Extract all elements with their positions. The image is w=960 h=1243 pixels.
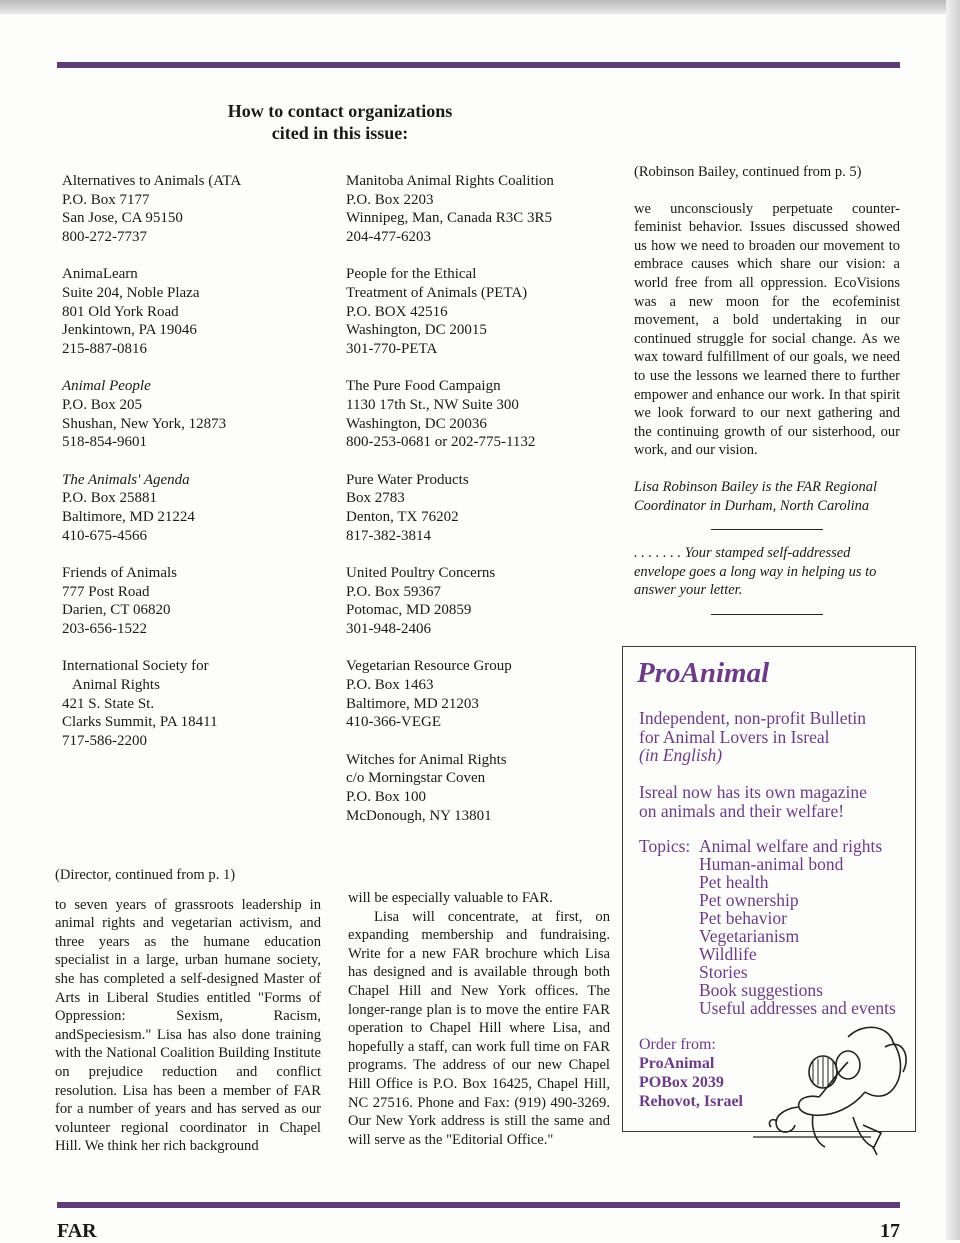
contact-entry bbox=[346, 172, 606, 246]
article-body: to seven years of grassroots leadership in animal rights and vegetarian activism, and three years as the humane education specialist in a large, urban humane society, she has completed a self-designed Master of Arts in Liberal Studies entitled "Forms of Oppression: Sexism, Racism, andSpeciesism." Lisa has also done training with the National Coalition Building Institute on prejudice reduction and conflict resolution. Lisa has been a member of FAR for a number of years and has served as our volunteer regional coordinator in Chapel Hill. We think her rich background bbox=[55, 896, 321, 1155]
ad-order bbox=[639, 1035, 743, 1111]
contact-name: Vegetarian Resource Group bbox=[346, 658, 512, 675]
contact-line: Animal Rights bbox=[72, 677, 160, 694]
contact-line: Clarks Summit, PA 18411 bbox=[62, 714, 218, 731]
contact-name: Manitoba Animal Rights Coalition bbox=[346, 173, 554, 189]
contact-line: 801 Old York Road bbox=[62, 303, 179, 320]
contact-line: 800-272-7737 bbox=[62, 228, 147, 245]
contact-line: Box 2783 bbox=[346, 490, 405, 507]
scan-right-edge bbox=[946, 0, 960, 1240]
ad-description-line: (in English) bbox=[639, 745, 723, 765]
continued-note: (Director, continued from p. 1) bbox=[55, 867, 236, 883]
contact-name: AnimaLearn bbox=[62, 266, 138, 283]
contact-name: Friends of Animals bbox=[62, 565, 177, 582]
article-paragraph: will be especially valuable to FAR. bbox=[348, 890, 553, 906]
ad-description-line: Independent, non-profit Bulletin bbox=[639, 708, 866, 728]
contact-entry bbox=[62, 377, 332, 451]
contacts-column-middle bbox=[346, 172, 606, 844]
ad-description-line: for Animal Lovers in Isreal bbox=[639, 726, 830, 747]
contact-line: Darien, CT 06820 bbox=[62, 602, 171, 619]
separator bbox=[711, 529, 823, 530]
contact-entry bbox=[346, 265, 606, 358]
contact-line: Baltimore, MD 21224 bbox=[62, 508, 195, 525]
page-heading bbox=[200, 100, 480, 144]
contact-line: Winnipeg, Man, Canada R3C 3R5 bbox=[346, 210, 553, 227]
ad-tagline-line: Isreal now has its own magazine bbox=[639, 782, 867, 802]
contact-line: Baltimore, MD 21203 bbox=[346, 695, 479, 712]
topic-item: Animal welfare and rights bbox=[699, 836, 883, 856]
contact-name: United Poultry Concerns bbox=[346, 565, 496, 582]
contact-line: Jenkintown, PA 19046 bbox=[62, 322, 197, 339]
contact-line: Denton, TX 76202 bbox=[346, 508, 459, 525]
scan-top-edge bbox=[0, 0, 960, 14]
sase-note: . . . . . . . Your stamped self-addressed envelope goes a long way in helping us to answer your letter. bbox=[634, 545, 877, 599]
contact-line: c/o Morningstar Coven bbox=[346, 770, 486, 787]
topic-item: Useful addresses and events bbox=[699, 998, 896, 1018]
separator bbox=[711, 614, 823, 615]
continued-note: (Robinson Bailey, continued from p. 5) bbox=[634, 164, 862, 180]
contact-line: San Jose, CA 95150 bbox=[62, 210, 183, 227]
bottom-rule bbox=[57, 1202, 900, 1208]
contact-entry bbox=[62, 172, 332, 246]
contact-line: McDonough, NY 13801 bbox=[346, 807, 492, 824]
contact-name: Witches for Animal Rights bbox=[346, 751, 507, 768]
contact-line: 203-656-1522 bbox=[62, 620, 147, 637]
ad-topics bbox=[639, 837, 914, 1017]
contact-entry bbox=[346, 564, 606, 638]
footer-publication: FAR bbox=[57, 1220, 97, 1242]
contacts-column-left bbox=[62, 172, 332, 769]
contact-name: The Pure Food Campaign bbox=[346, 378, 501, 395]
contact-line: 817-382-3814 bbox=[346, 527, 431, 544]
contact-line: P.O. Box 1463 bbox=[346, 677, 434, 694]
contact-line: P.O. Box 100 bbox=[346, 789, 427, 806]
contact-line: Washington, DC 20015 bbox=[346, 322, 487, 339]
contact-line: 410-366-VEGE bbox=[346, 714, 441, 731]
cartoon-dog-illustration bbox=[753, 1017, 913, 1157]
contact-line: Washington, DC 20036 bbox=[346, 415, 487, 432]
topic-item: Stories bbox=[699, 962, 748, 982]
article-paragraph: Lisa will concentrate, at first, on expanding membership and fundraising. Write for a new FAR brochure which Lisa has designed and is available through both Chapel Hill and New York offices. The longer-range plan is to move the entire FAR operation to Chapel Hill where Lisa, and hopefully a staff, can work full time on FAR programs. The address of our new Chapel Hill Office is P.O. Box 16425, Chapel Hill, NC 27516. Phone and Fax: (919) 490-3269. Our New York address is still the same and will serve as the "Editorial Office." bbox=[348, 908, 610, 1148]
contact-entry bbox=[62, 471, 332, 545]
contact-line: 301-948-2406 bbox=[346, 620, 431, 637]
contact-name: Alternatives to Animals (ATA bbox=[62, 173, 242, 189]
heading-line-1: How to contact organizations bbox=[227, 101, 453, 121]
contact-line: P.O. BOX 42516 bbox=[346, 303, 448, 320]
order-address-line: POBox 2039 bbox=[639, 1074, 724, 1091]
contact-name: International Society for bbox=[62, 658, 209, 675]
contact-line: 301-770-PETA bbox=[346, 340, 438, 357]
contact-line: P.O. Box 59367 bbox=[346, 583, 442, 600]
contact-entry bbox=[346, 377, 606, 451]
topic-item: Pet ownership bbox=[699, 890, 799, 910]
order-address-line: Rehovot, Israel bbox=[639, 1093, 743, 1110]
contact-line: 800-253-0681 or 202-775-1132 bbox=[346, 434, 536, 451]
topic-item: Pet behavior bbox=[699, 908, 787, 928]
contact-name: Animal People bbox=[62, 378, 151, 395]
contact-line: 215-887-0816 bbox=[62, 340, 147, 357]
contact-line: 777 Post Road bbox=[62, 583, 150, 600]
contact-line: P.O. Box 25881 bbox=[62, 490, 158, 507]
ad-tagline bbox=[639, 783, 909, 820]
topic-item: Book suggestions bbox=[699, 980, 823, 1000]
top-rule bbox=[57, 62, 900, 68]
topics-label: Topics: bbox=[639, 836, 691, 856]
topic-item: Wildlife bbox=[699, 944, 757, 964]
contact-line: P.O. Box 205 bbox=[62, 396, 143, 413]
heading-line-2: cited in this issue: bbox=[271, 123, 409, 143]
contact-line: Potomac, MD 20859 bbox=[346, 602, 472, 619]
proanimal-ad bbox=[622, 646, 916, 1132]
topics-list bbox=[699, 837, 896, 1017]
contact-entry bbox=[346, 471, 606, 545]
contact-line: 717-586-2200 bbox=[62, 732, 147, 749]
contact-name: Pure Water Products bbox=[346, 471, 469, 488]
contact-entry bbox=[62, 564, 332, 638]
contact-line: 1130 17th St., NW Suite 300 bbox=[346, 396, 519, 413]
contact-line: Shushan, New York, 12873 bbox=[62, 415, 227, 432]
contact-line: P.O. Box 7177 bbox=[62, 191, 150, 208]
topic-item: Human-animal bond bbox=[699, 854, 844, 874]
robinson-bailey-column bbox=[634, 163, 900, 629]
contact-line: 204-477-6203 bbox=[346, 228, 431, 245]
contact-line: Suite 204, Noble Plaza bbox=[62, 284, 200, 301]
contact-line: 421 S. State St. bbox=[62, 695, 155, 712]
page-number: 17 bbox=[880, 1220, 900, 1242]
contact-name: People for the Ethical bbox=[346, 266, 477, 283]
ad-description bbox=[639, 709, 909, 765]
article-body: we unconsciously perpetuate counter-feminist behavior. Issues discussed showed us how we need to broaden our movement to embrace causes which share our vision: a world free from all oppression. EcoVisions was a new moon for the ecofeminist movement, a bold undertaking in our continued struggle for social change. As we wax toward fulfillment of our goals, we need to use the lessons we learned there to further empower and enhance our work. In that spirit we look forward to our next gathering and the continuing growth of our sisterhood, our work, and our vision. bbox=[634, 200, 900, 459]
contact-line: P.O. Box 2203 bbox=[346, 191, 434, 208]
contact-entry bbox=[346, 751, 606, 825]
contact-line: Treatment of Animals (PETA) bbox=[346, 284, 528, 301]
topic-item: Pet health bbox=[699, 872, 769, 892]
contact-line: 410-675-4566 bbox=[62, 527, 147, 544]
director-article-continued bbox=[348, 889, 610, 1149]
ad-title: ProAnimal bbox=[637, 657, 770, 689]
contact-entry bbox=[62, 657, 332, 750]
order-address-line: ProAnimal bbox=[639, 1055, 715, 1072]
order-label: Order from: bbox=[639, 1036, 716, 1053]
contact-entry bbox=[62, 265, 332, 358]
contact-entry bbox=[346, 657, 606, 731]
contact-line: 518-854-9601 bbox=[62, 434, 147, 451]
director-article bbox=[55, 866, 321, 1156]
author-note: Lisa Robinson Bailey is the FAR Regional Coordinator in Durham, North Carolina bbox=[634, 478, 877, 514]
ad-tagline-line: on animals and their welfare! bbox=[639, 800, 845, 821]
topic-item: Vegetarianism bbox=[699, 926, 800, 946]
contact-name: The Animals' Agenda bbox=[62, 471, 190, 488]
